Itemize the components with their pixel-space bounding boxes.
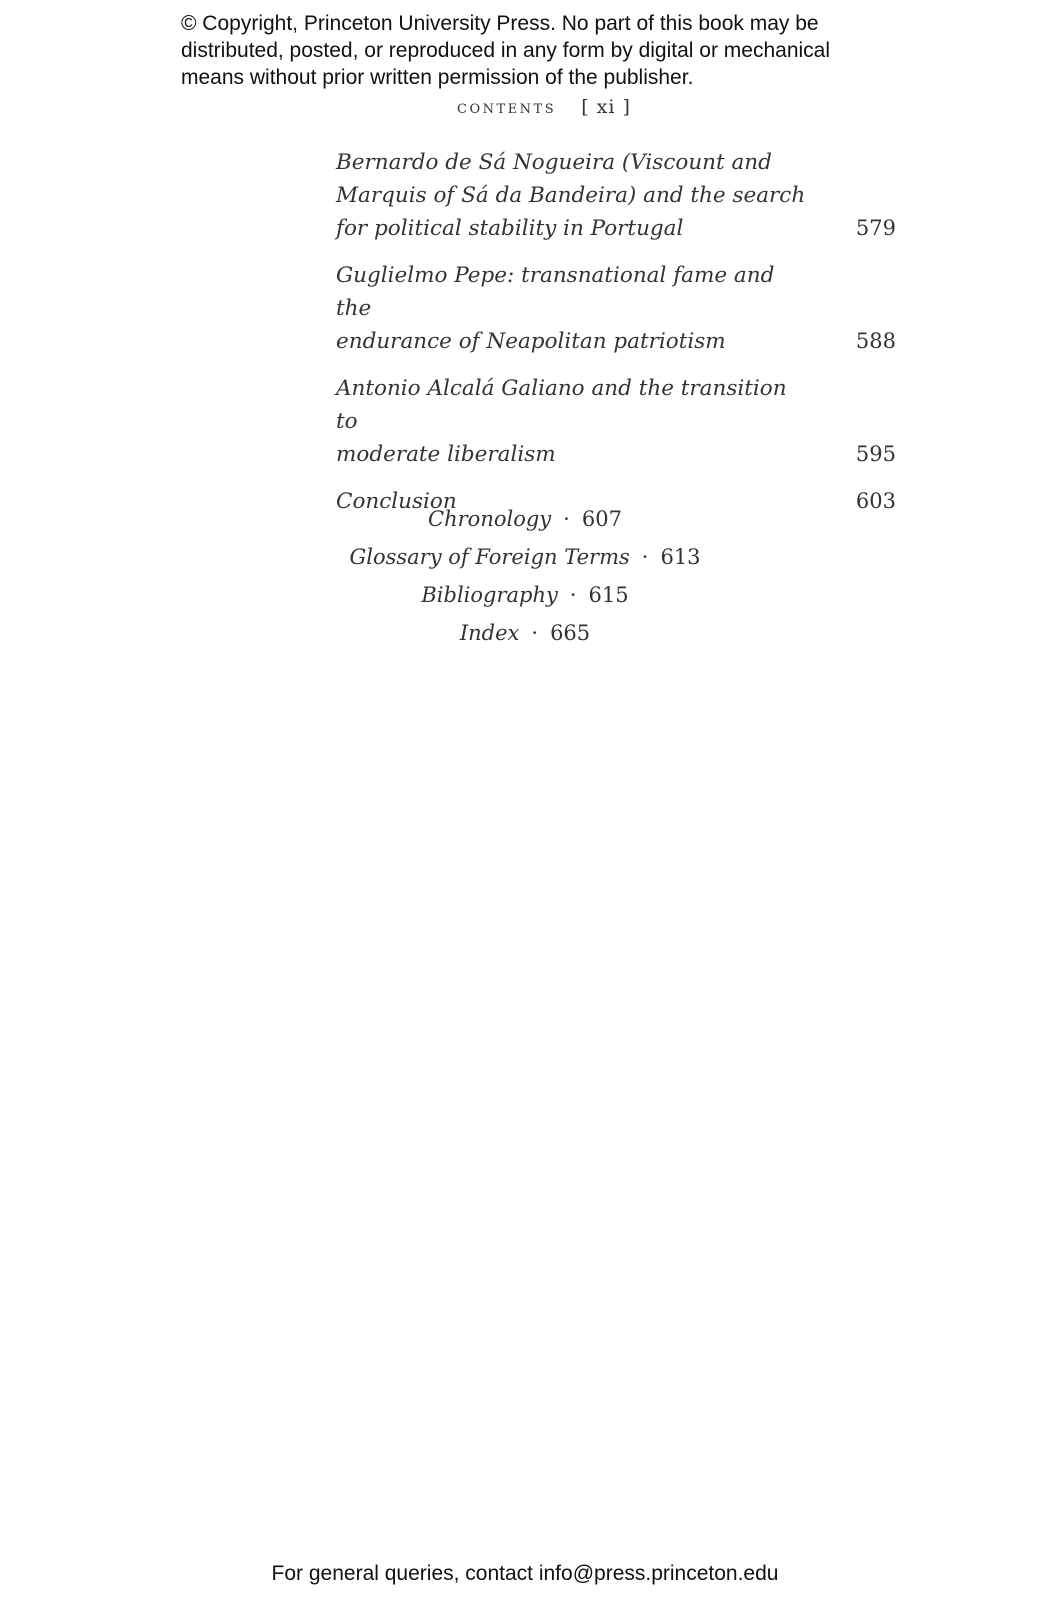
middot-separator: · xyxy=(563,507,570,531)
copyright-notice xyxy=(181,10,901,91)
toc-entry-title-line: Conclusion xyxy=(336,489,457,514)
copyright-line: © Copyright, Princeton University Press. No part of this book may be xyxy=(181,12,819,35)
toc-entry[interactable] xyxy=(336,372,896,471)
toc-entry-title-line: Guglielmo Pepe: transnational fame and the xyxy=(336,263,775,321)
back-matter-title: Chronology xyxy=(428,507,552,531)
copyright-line: distributed, posted, or reproduced in any form by digital or mechanical xyxy=(181,39,831,62)
table-of-contents xyxy=(336,146,896,532)
toc-entry-title-line: for political stability in Portugal xyxy=(336,216,684,241)
back-matter-page-number: 607 xyxy=(581,507,622,531)
middot-separator: · xyxy=(569,583,577,607)
back-matter-page-number: 613 xyxy=(660,545,701,569)
toc-entry-title-line: Bernardo de Sá Nogueira (Viscount and xyxy=(336,150,772,175)
toc-entry-page-number: 579 xyxy=(855,216,896,240)
back-matter-page-number: 615 xyxy=(588,583,629,607)
back-matter-item-glossary[interactable] xyxy=(0,538,1050,576)
back-matter-title: Index xyxy=(459,621,520,645)
copyright-line: means without prior written permission of the publisher. xyxy=(181,66,694,89)
toc-entry[interactable] xyxy=(336,259,896,358)
middot-separator: · xyxy=(531,621,539,645)
toc-entry-title xyxy=(336,372,806,471)
toc-entry-title xyxy=(336,146,806,245)
back-matter-list xyxy=(0,500,1050,652)
back-matter-title: Glossary of Foreign Terms xyxy=(349,545,630,569)
toc-entry-title-line: moderate liberalism xyxy=(336,442,556,467)
back-matter-item-bibliography[interactable] xyxy=(0,576,1050,614)
back-matter-page-number: 665 xyxy=(550,621,591,645)
toc-entry-title-line: Antonio Alcalá Galiano and the transition to xyxy=(336,376,787,434)
toc-entry-page-number: 588 xyxy=(855,329,896,353)
toc-entry-page-number: 603 xyxy=(855,489,896,513)
toc-entry-title-line: endurance of Neapolitan patriotism xyxy=(336,329,726,354)
back-matter-item-index[interactable] xyxy=(0,614,1050,652)
back-matter-title: Bibliography xyxy=(421,583,558,607)
toc-entry-title-line: Marquis of Sá da Bandeira) and the search xyxy=(336,183,806,208)
middot-separator: · xyxy=(641,545,649,569)
back-matter-item-chronology[interactable] xyxy=(0,500,1050,538)
running-head-page-number: [ xi ] xyxy=(581,96,631,118)
running-head-label: contents xyxy=(457,97,557,118)
toc-entry-title xyxy=(336,259,806,358)
toc-entry-page-number: 595 xyxy=(855,442,896,466)
toc-entry[interactable] xyxy=(336,146,896,245)
running-head xyxy=(0,96,1050,118)
footer-contact: For general queries, contact info@press.princeton.edu xyxy=(271,1562,779,1585)
